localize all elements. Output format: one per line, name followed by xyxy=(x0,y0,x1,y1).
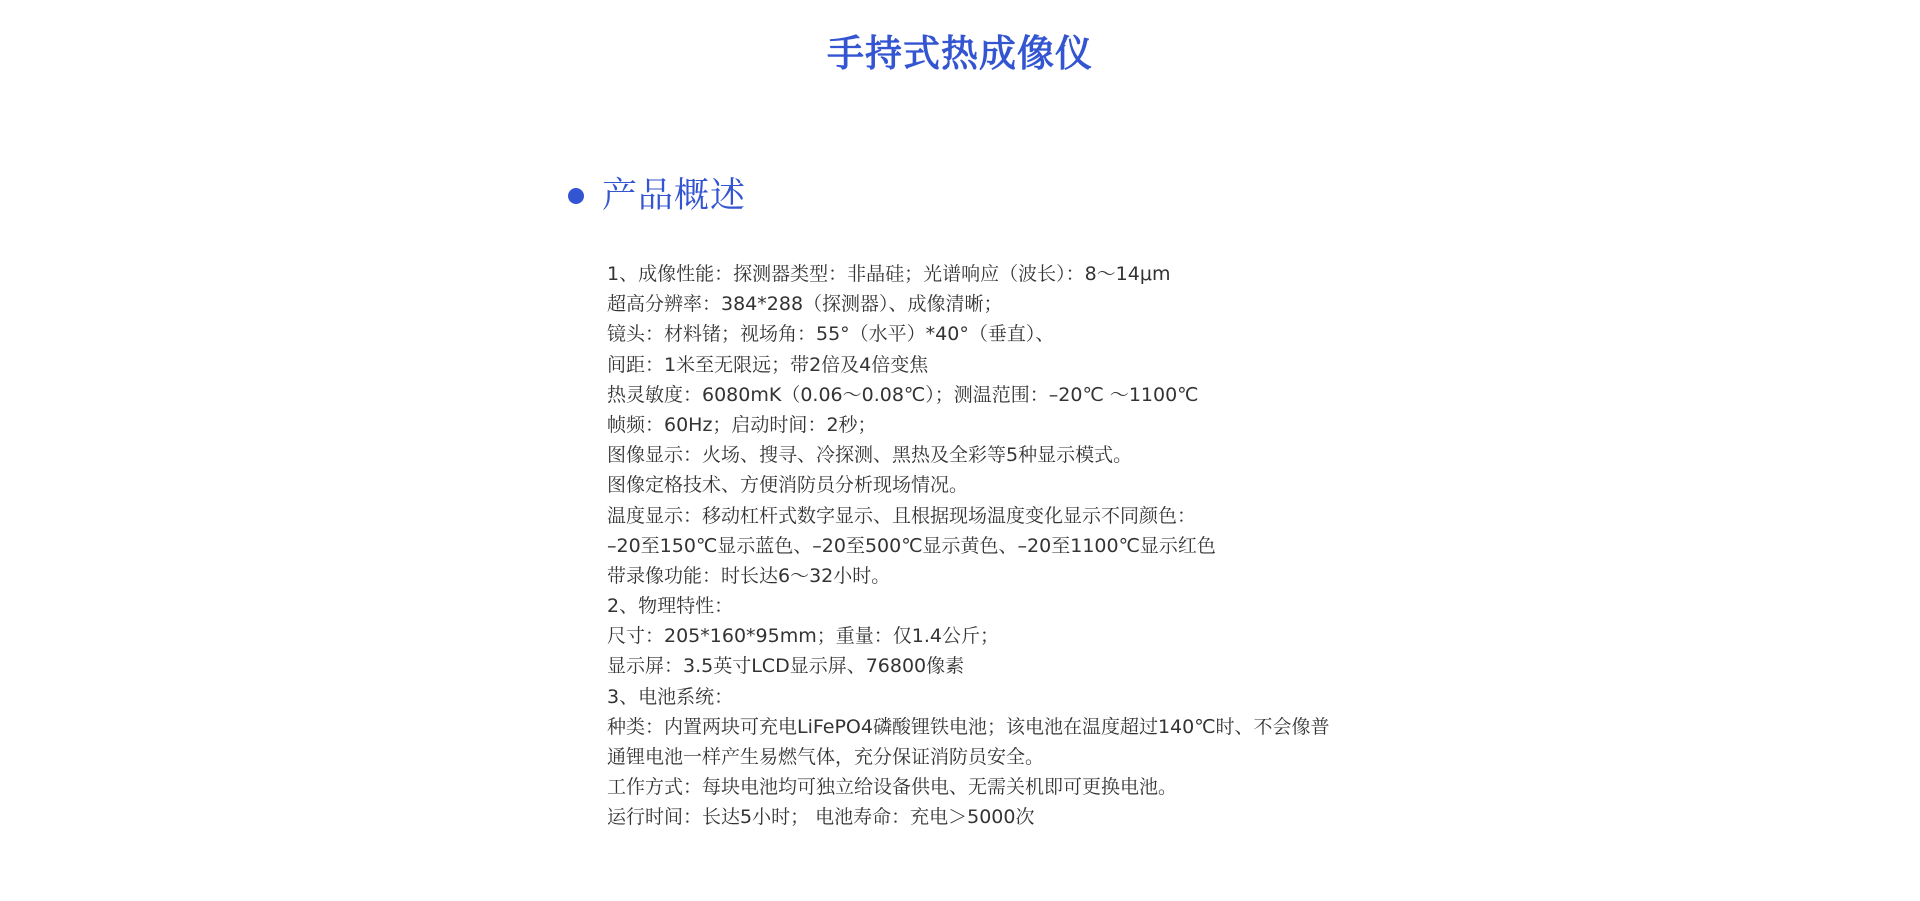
section-header xyxy=(568,172,746,220)
description-line: 尺寸：205*160*95mm；重量：仅1.4公斤； xyxy=(607,625,999,648)
description-line: 3、电池系统： xyxy=(607,685,734,708)
description-line: –20至150℃显示蓝色、–20至500℃显示黄色、–20至1100℃显示红色 xyxy=(607,534,1216,557)
section-title: 产品概述 xyxy=(602,176,747,216)
description-line: 通锂电池一样产生易燃气体，充分保证消防员安全。 xyxy=(607,746,1045,768)
page-title: 手持式热成像仪 xyxy=(827,32,1093,75)
description-line: 2、物理特性： xyxy=(607,595,734,618)
description-line: 图像定格技术、方便消防员分析现场情况。 xyxy=(607,474,969,497)
description-line: 种类：内置两块可充电LiFePO4磷酸锂铁电池；该电池在温度超过140℃时、不会像普 xyxy=(607,715,1330,738)
description-line: 帧频：60Hz；启动时间：2秒； xyxy=(607,413,877,436)
description-line: 显示屏：3.5英寸LCD显示屏、76800像素 xyxy=(607,655,965,678)
description-line: 带录像功能：时长达6～32小时。 xyxy=(607,564,891,587)
description-line: 图像显示：火场、搜寻、冷探测、黑热及全彩等5种显示模式。 xyxy=(607,444,1133,467)
description-line: 温度显示：移动杠杆式数字显示、且根据现场温度变化显示不同颜色： xyxy=(607,504,1197,527)
description-line: 间距：1米至无限远；带2倍及4倍变焦 xyxy=(607,353,929,376)
description-line: 工作方式：每块电池均可独立给设备供电、无需关机即可更换电池。 xyxy=(607,776,1178,799)
description-line: 超高分辨率：384*288（探测器）、成像清晰； xyxy=(607,293,1003,316)
description-line: 运行时间：长达5小时； 电池寿命：充电＞5000次 xyxy=(607,806,1035,829)
description-line: 1、成像性能：探测器类型：非晶硅；光谱响应（波长）：8～14μm xyxy=(607,263,1171,285)
description-line: 镜头：材料锗；视场角：55°（水平）*40°（垂直）、 xyxy=(607,323,1055,346)
description-line: 热灵敏度：6080mK（0.06～0.08℃）；测温范围：–20℃ ～1100℃ xyxy=(607,383,1199,406)
product-description xyxy=(607,259,1367,833)
bullet-dot-icon xyxy=(568,188,584,204)
